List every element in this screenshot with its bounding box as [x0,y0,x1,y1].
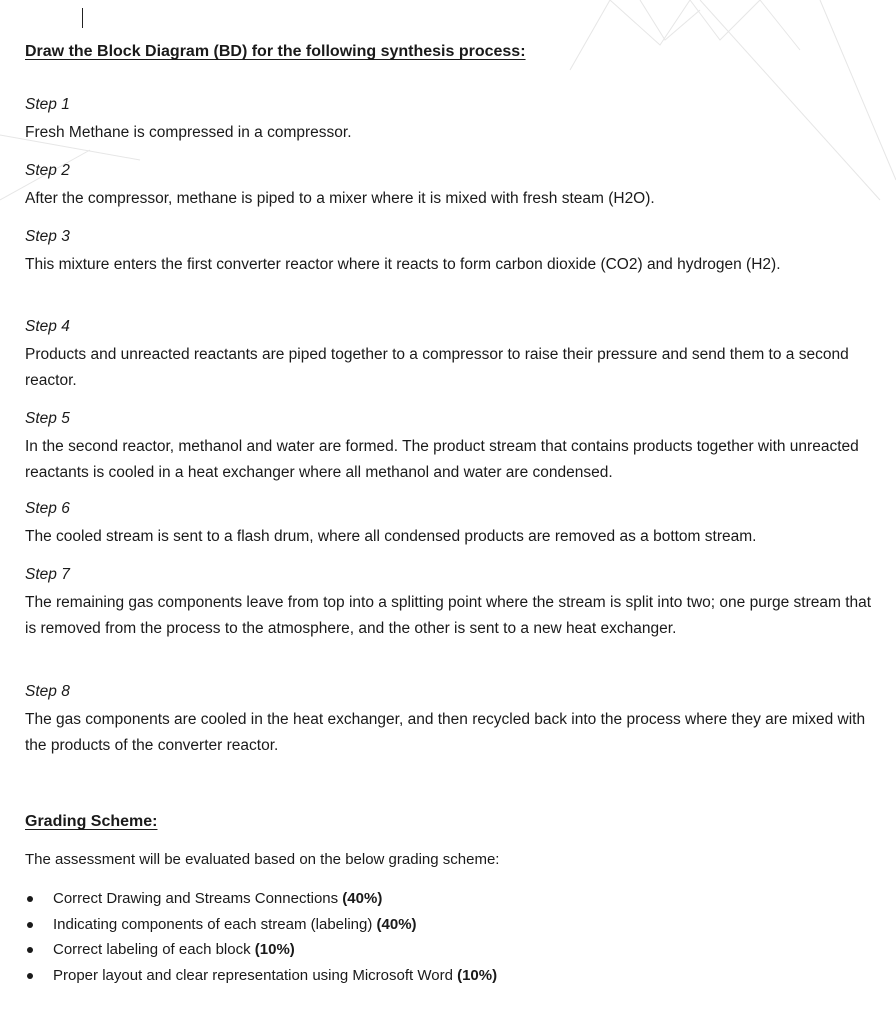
list-item [25,965,497,991]
step-text: This mixture enters the first converter reactor where it reacts to form carbon dioxide (CO2) and hydrogen (H2). [25,256,781,273]
step-label: Step 3 [25,228,70,245]
step-label: Step 1 [25,96,70,113]
list-item [25,914,497,940]
step-text: In the second reactor, methanol and water are formed. The product stream that contains products together with unreacted reactants is cooled in a heat exchanger where all methanol and water are condensed. [25,438,859,481]
page-title: Draw the Block Diagram (BD) for the following synthesis process: [25,43,526,60]
criterion-text: Correct labeling of each block [53,941,255,959]
step-4 [25,317,875,394]
step-text: The remaining gas components leave from top into a splitting point where the stream is split into two; one purge stream that is removed from the process to the atmosphere, and the other is sent to a new heat exchanger. [25,594,872,637]
criterion-text: Proper layout and clear representation using Microsoft Word [53,967,458,985]
list-item [25,939,497,965]
criterion-weight: (10%) [457,967,498,985]
list-item [25,888,497,914]
step-3 [25,227,875,278]
bullet-icon [27,896,33,902]
criterion-text: Correct Drawing and Streams Connections [53,890,343,907]
bullet-icon [27,922,33,928]
grading-scheme-title: Grading Scheme: [25,813,158,830]
step-2 [25,161,875,212]
step-label: Step 4 [25,318,70,335]
step-label: Step 7 [25,566,70,583]
step-text: Products and unreacted reactants are piped together to a compressor to raise their pressure and send them to a second reactor. [25,346,849,389]
step-text: Fresh Methane is compressed in a compressor. [25,124,352,141]
step-7 [25,565,875,642]
grading-criteria-list [25,888,497,991]
criterion-text: Indicating components of each stream (labeling) [53,915,377,933]
step-text: The cooled stream is sent to a flash drum, where all condensed products are removed as a bottom stream. [25,528,757,545]
step-text: The gas components are cooled in the heat exchanger, and then recycled back into the process where they are mixed with the products of the converter reactor. [25,711,866,754]
bullet-icon [27,973,33,979]
criterion-weight: (40%) [342,890,383,907]
text-cursor [82,8,83,28]
step-label: Step 8 [25,683,70,700]
grading-intro: The assessment will be evaluated based on the below grading scheme: [25,851,500,868]
bullet-icon [27,947,33,953]
step-label: Step 2 [25,162,70,179]
step-6 [25,499,875,550]
criterion-weight: (10%) [254,941,295,959]
step-5 [25,409,875,486]
criterion-weight: (40%) [376,915,417,933]
step-text: After the compressor, methane is piped to a mixer where it is mixed with fresh steam (H2O). [25,190,655,207]
step-8 [25,682,875,759]
step-label: Step 6 [25,500,70,517]
step-label: Step 5 [25,410,70,427]
step-1 [25,95,875,146]
